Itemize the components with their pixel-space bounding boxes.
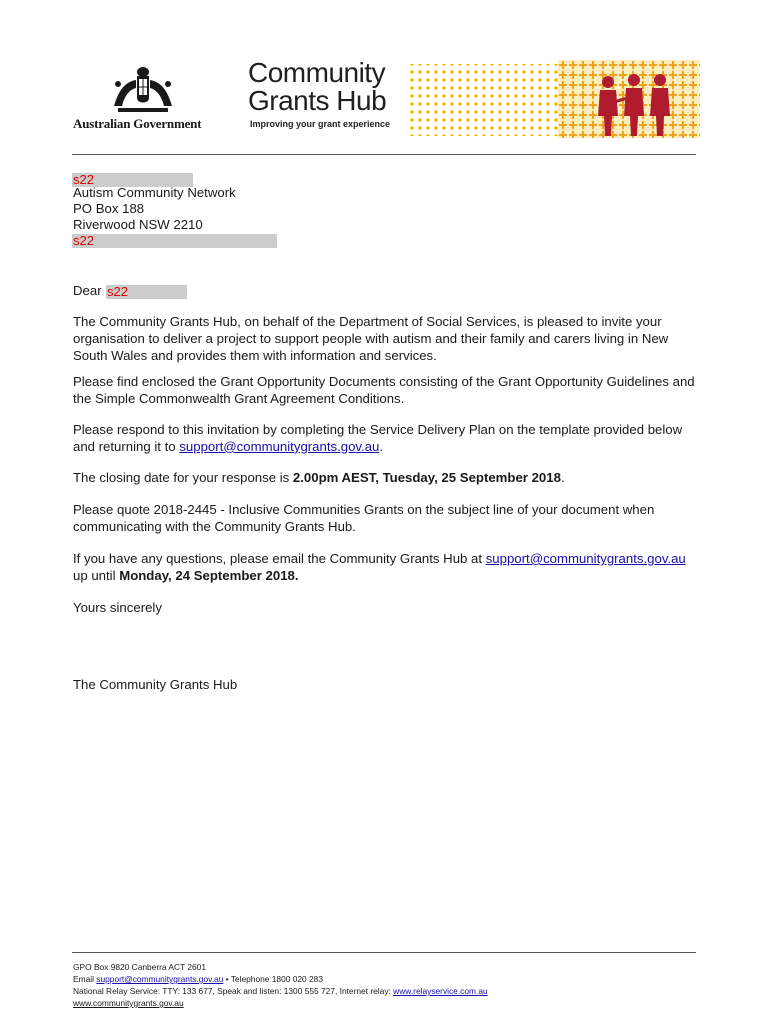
paragraph-enclosed-documents: Please find enclosed the Grant Opportunity Documents consisting of the Grant Opportunity Guidelines and the Simple Commonwealth Grant Agreement Conditions. (73, 374, 695, 406)
closing-date-value: 2.00pm AEST, Tuesday, 25 September 2018 (292, 470, 561, 485)
footer-phone: • Telephone 1800 020 283 (223, 974, 323, 984)
questions-deadline: Monday, 24 September 2018. (119, 567, 299, 583)
header-divider (72, 154, 696, 155)
signature: The Community Grants Hub (73, 677, 238, 692)
brand-people-graphic (408, 60, 700, 138)
footer-relay-link[interactable]: www.relayservice.com.au (393, 986, 488, 996)
closing-date-text: The closing date for your response is (73, 470, 293, 485)
footer-relay-text: National Relay Service: TTY: 133 677, Speak and listen: 1300 555 727, Internet relay: (73, 986, 394, 996)
brand-tagline: Improving your grant experience (250, 119, 391, 129)
respond-text: Please respond to this invitation by completing the Service Delivery Plan on the template provided below and returning it to (73, 422, 683, 454)
redaction-recipient-email: s22 (72, 234, 277, 248)
redaction-salutation: s22 (106, 285, 187, 299)
footer-relay (73, 985, 488, 997)
redaction-recipient-name: s22 (72, 173, 193, 187)
paragraph-questions (73, 551, 703, 585)
questions-text: If you have any questions, please email the Community Grants Hub at (73, 551, 486, 566)
questions-text-mid: up until (73, 567, 120, 583)
government-name: Australian Government (73, 116, 202, 131)
footer-contact (73, 973, 323, 985)
respond-text-end: . (379, 438, 384, 454)
footer-email-label: Email (73, 974, 97, 984)
support-email-link[interactable]: support@communitygrants.gov.au (179, 438, 380, 454)
recipient-suburb: Riverwood NSW 2210 (73, 217, 203, 232)
closing-salutation: Yours sincerely (73, 600, 162, 615)
salutation: Dear (73, 283, 102, 298)
coat-of-arms-icon (104, 62, 182, 118)
footer-address: GPO Box 9820 Canberra ACT 2601 (73, 962, 206, 972)
paragraph-closing-date (73, 470, 703, 487)
recipient-po-box: PO Box 188 (73, 201, 145, 216)
footer-website-link[interactable]: www.communitygrants.gov.au (73, 998, 184, 1008)
closing-date-end: . (560, 470, 565, 485)
support-email-link-2[interactable]: support@communitygrants.gov.au (485, 551, 686, 566)
footer-divider (72, 952, 696, 953)
paragraph-quote-reference: Please quote 2018-2445 - Inclusive Communities Grants on the subject line of your document when communicating with the Community Grants Hub. (73, 502, 655, 534)
brand-title-line1: Community (248, 57, 386, 88)
brand-title-line2: Grants Hub (248, 85, 387, 116)
paragraph-invitation: The Community Grants Hub, on behalf of the Department of Social Services, is pleased to invite your organisation to deliver a project to support people with autism and their family and carers living in New South Wales and provides them with information and services. (73, 314, 669, 363)
recipient-organisation: Autism Community Network (73, 185, 236, 200)
paragraph-respond (73, 422, 703, 456)
footer-email-link[interactable]: support@communitygrants.gov.au (96, 974, 224, 984)
